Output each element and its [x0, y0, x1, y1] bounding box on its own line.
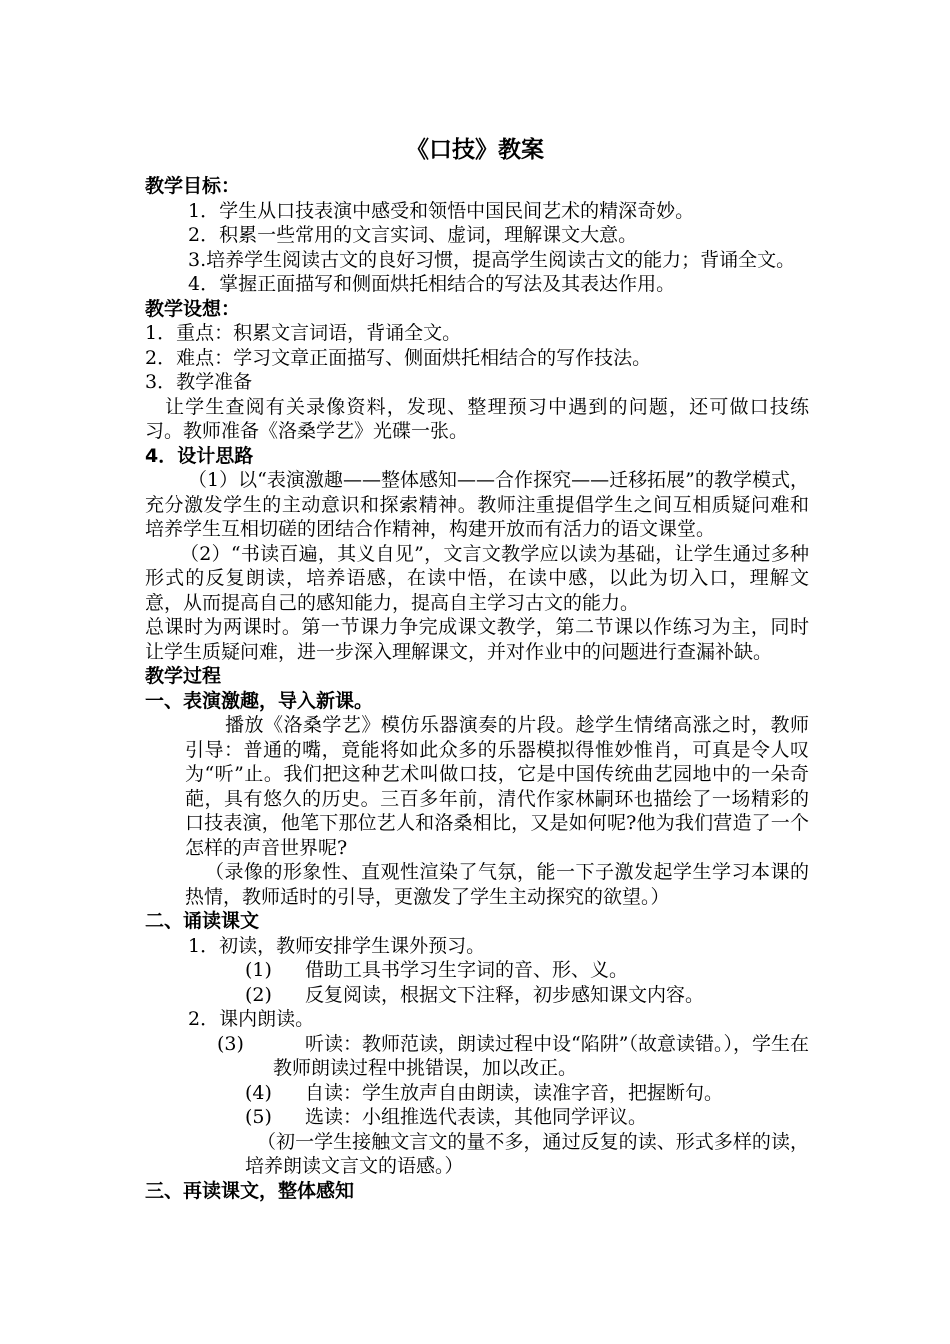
goal-item: 3.培养学生阅读古文的良好习惯，提高学生阅读古文的能力；背诵全文。 [188, 248, 796, 271]
idea-paragraph: （2）“书读百遍，其义自见”，文言文教学应以读为基础，让学生通过多种形式的反复朗读，培养语感，在读中悟，在读中感，以此为切入口，理解文意，从而提高自己的感知能力，提高自主学习古文的能力。 [145, 542, 809, 614]
design-heading: 教学设想： [145, 297, 241, 320]
list-item [145, 958, 809, 983]
step1-heading: 一、表演激趣，导入新课。 [145, 689, 374, 712]
list-item-text: 选读：小组推选代表读，其他同学评议。 [305, 1106, 648, 1128]
list-item-text: 听读：教师范读，朗读过程中设“陷阱”（故意读错。），学生在教师朗读过程中挑错误，加以改正。 [273, 1032, 809, 1079]
prep-text: 让学生查阅有关录像资料，发现、整理预习中遇到的问题，还可做口技练习。教师准备《洛桑学艺》光碟一张。 [145, 395, 809, 442]
step1-note: （录像的形象性、直观性渲染了气氛，能一下子激发起学生学习本课的热情，教师适时的引导，更激发了学生主动探究的欲望。） [185, 861, 809, 908]
list-item-text: 自读：学生放声自由朗读，读准字音，把握断句。 [305, 1081, 724, 1104]
step2-subheading: 2．课内朗读。 [188, 1008, 315, 1030]
design-item: 1．重点：积累文言词语，背诵全文。 [145, 322, 462, 344]
list-item-number: (3) [217, 1032, 244, 1055]
design-item: 3．教学准备 [145, 371, 253, 393]
goal-item: 2．积累一些常用的文言实词、虚词，理解课文大意。 [188, 224, 638, 246]
list-item [145, 983, 809, 1008]
step1-paragraph: 播放《洛桑学艺》模仿乐器演奏的片段。趁学生情绪高涨之时，教师引导：普通的嘴，竟能将如此众多的乐器模拟得惟妙惟肖，可真是令人叹为“听”止。我们把这种艺术叫做口技，它是中国传统曲艺园地中的一朵奇葩，具有悠久的历史。三百多年前，清代作家林嗣环也描绘了一场精彩的口技表演，他笔下那位艺人和洛桑相比，又是如何呢?他为我们营造了一个怎样的声音世界呢? [185, 714, 809, 859]
list-item-text: 借助工具书学习生字词的音、形、义。 [305, 959, 629, 981]
list-item [145, 1081, 809, 1106]
schedule-paragraph: 总课时为两课时。第一节课力争完成课文教学，第二节课以作练习为主，同时让学生质疑问难，进一步深入理解课文，并对作业中的问题进行查漏补缺。 [145, 616, 809, 663]
list-item-number: (4) [245, 1081, 272, 1104]
list-item [145, 1032, 809, 1081]
goals-heading: 教学目标： [145, 175, 241, 197]
goal-item: 4．掌握正面描写和侧面烘托相结合的写法及其表达作用。 [188, 273, 676, 295]
design-item: 2．难点：学习文章正面描写、侧面烘托相结合的写作技法。 [145, 346, 652, 369]
list-item [145, 1105, 809, 1130]
idea-paragraph: （1）以“表演激趣——整体感知——合作探究——迁移拓展”的教学模式，充分激发学生的主动意识和探索精神。教师注重提倡学生之间互相质疑问难和培养学生互相切磋的团结合作精神，构建开放而有活力的语文课堂。 [145, 469, 809, 540]
document-title: 《口技》教案 [406, 137, 544, 163]
step3-heading: 三、再读课文，整体感知 [145, 1179, 355, 1202]
list-item-number: (2) [245, 983, 272, 1006]
step2-heading: 二、诵读课文 [145, 910, 260, 932]
list-item-text: 反复阅读，根据文下注释，初步感知课文内容。 [305, 983, 705, 1006]
step2-note: （初一学生接触文言文的量不多，通过反复的读、形式多样的读，培养朗读文言文的语感。） [245, 1130, 809, 1177]
ideas-heading: 4．设计思路 [145, 444, 254, 467]
process-heading: 教学过程 [145, 665, 222, 687]
goal-item: 1．学生从口技表演中感受和领悟中国民间艺术的精深奇妙。 [188, 199, 695, 222]
step2-subheading: 1．初读，教师安排学生课外预习。 [188, 934, 486, 957]
document-body [145, 174, 809, 1203]
list-item-number: (5) [245, 1106, 272, 1128]
list-item-number: (1) [245, 959, 272, 981]
